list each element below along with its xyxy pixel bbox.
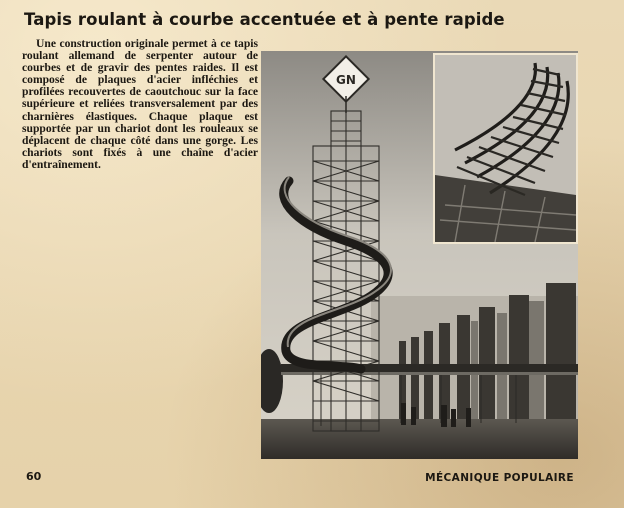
logo-text: GN	[336, 73, 356, 87]
inset-photo	[433, 53, 578, 244]
article-title: Tapis roulant à courbe accentuée et à pente rapide	[24, 10, 505, 29]
magazine-name: MÉCANIQUE POPULAIRE	[425, 472, 574, 484]
conveyor-closeup-illustration	[435, 55, 576, 242]
article-body: Une construction originale permet à ce tapis roulant allemand de serpenter autour de courbes et de gravir des pentes raides. Il est composé de plaques d'acier infléchies et profilées recouvertes de caoutchouc sur la face supérieure et reliées transversalement par des charnières élastiques. Chaque plaque est supportée par un chariot dont les rouleaux se déplacent de chaque côté dans une gorge. Les chariots sont fixés à une chaîne d'acier d'entraînement.	[22, 37, 258, 171]
page-number: 60	[26, 470, 42, 483]
